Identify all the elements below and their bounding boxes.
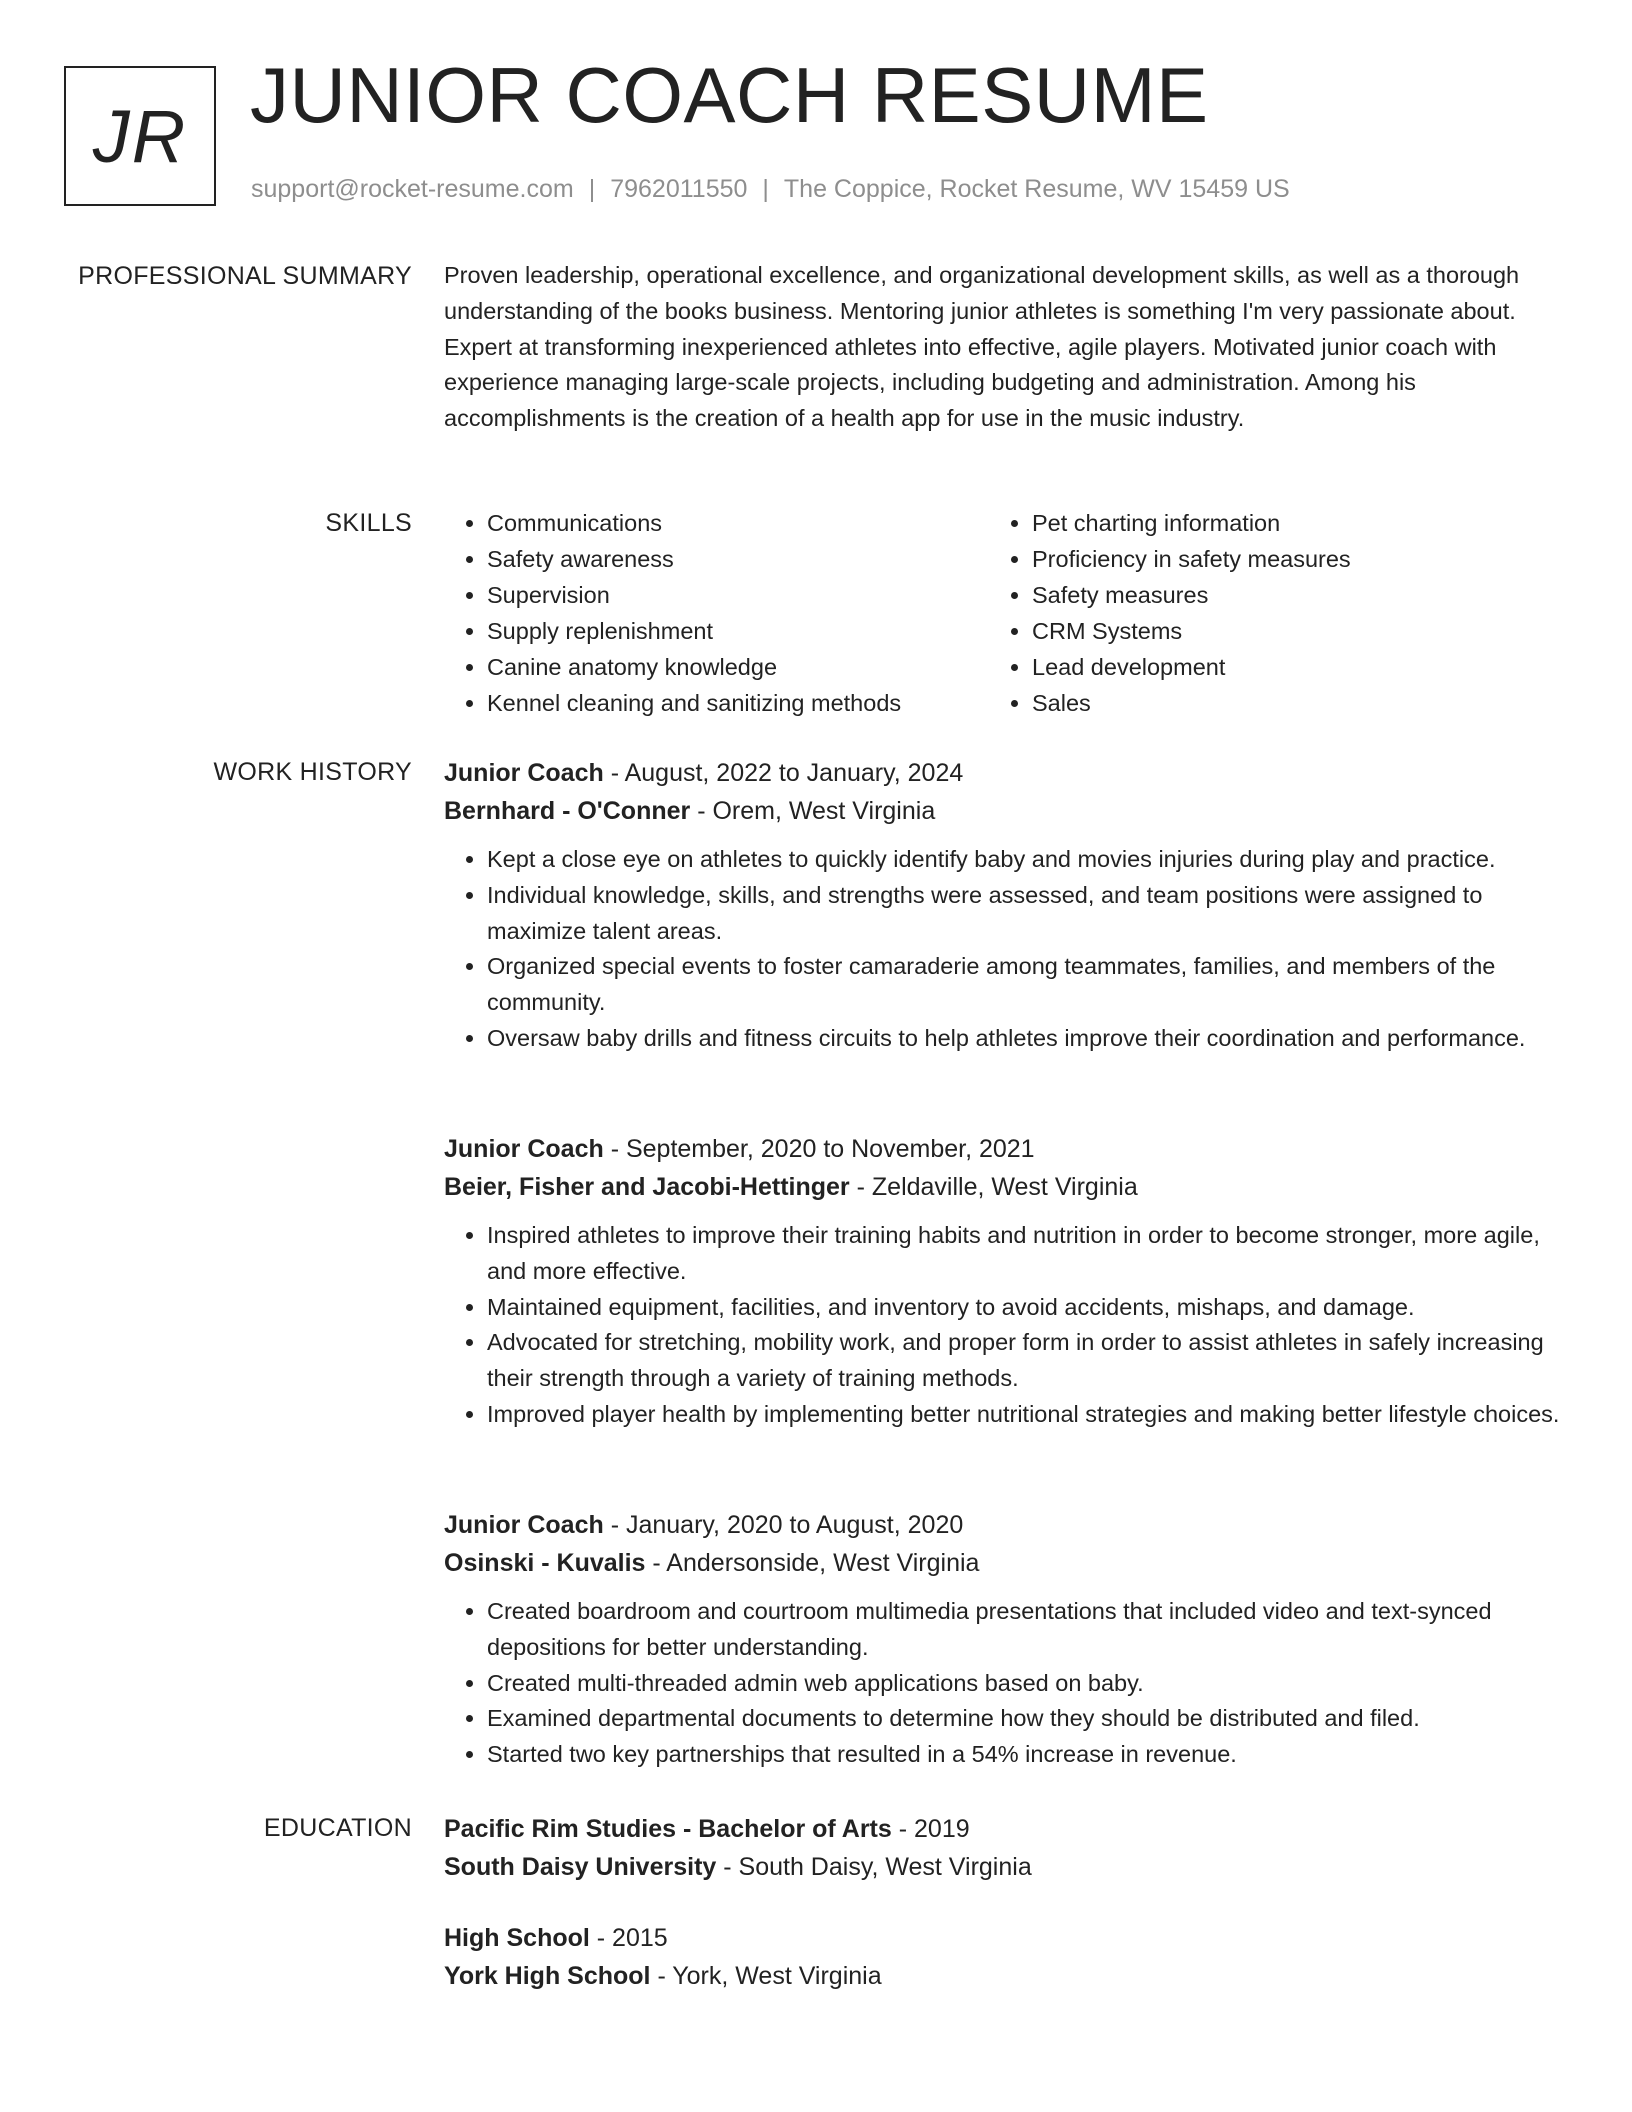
job-title: Junior Coach	[444, 1135, 604, 1163]
skill-item: • Safety awareness	[487, 541, 989, 577]
skill-item: • Supervision	[487, 577, 989, 613]
skills-list-right	[989, 505, 1351, 721]
job-title: Junior Coach	[444, 759, 604, 787]
contact-address: The Coppice, Rocket Resume, WV 15459 US	[783, 175, 1290, 203]
work-history-heading: WORK HISTORY	[213, 758, 412, 786]
skill-item: • Safety measures	[1032, 577, 1351, 613]
job-bullet: • Created boardroom and courtroom multimedia presentations that included video and text-synced depositions for better understanding.	[487, 1594, 1564, 1666]
skill-item: • Pet charting information	[1032, 505, 1351, 541]
education-degree: High School	[444, 1924, 590, 1952]
job-bullet: • Individual knowledge, skills, and strengths were assessed, and team positions were assigned to maximize talent areas.	[487, 878, 1564, 950]
education-school: South Daisy University	[444, 1853, 717, 1881]
job-bullet: • Started two key partnerships that resulted in a 54% increase in revenue.	[487, 1737, 1564, 1773]
education-location: - York, West Virginia	[650, 1962, 882, 1990]
job-bullet: • Examined departmental documents to determine how they should be distributed and filed.	[487, 1701, 1564, 1737]
skill-item: • Canine anatomy knowledge	[487, 649, 989, 685]
skill-item: • Communications	[487, 505, 989, 541]
skill-item: • Sales	[1032, 685, 1351, 721]
skills-heading: SKILLS	[325, 509, 412, 537]
resume-title: JUNIOR COACH RESUME	[250, 51, 1209, 139]
job-dates: - September, 2020 to November, 2021	[603, 1135, 1035, 1163]
job-location: - Orem, West Virginia	[690, 797, 936, 825]
job-bullet: • Maintained equipment, facilities, and inventory to avoid accidents, mishaps, and damage.	[487, 1290, 1564, 1326]
contact-separator: |	[762, 175, 769, 203]
job-title: Junior Coach	[444, 1511, 604, 1539]
job-entry	[444, 1130, 1564, 1433]
job-entry	[444, 754, 1564, 1057]
skill-item: • CRM Systems	[1032, 613, 1351, 649]
skill-item: • Proficiency in safety measures	[1032, 541, 1351, 577]
skill-item: • Lead development	[1032, 649, 1351, 685]
job-bullets	[444, 842, 1564, 1057]
initials-monogram: JR	[64, 66, 216, 206]
job-location: - Andersonside, West Virginia	[645, 1549, 980, 1577]
summary-text: Proven leadership, operational excellence, and organizational development skills, as well as a thorough understanding of the books business. Mentoring junior athletes is something I'm very passionate about. Expert at transforming inexperienced athletes into effective, agile players. Motivated junior coach with experience managing large-scale projects, including budgeting and administration. Among his accomplishments is the creation of a health app for use in the music industry.	[444, 262, 1520, 432]
contact-line	[251, 175, 1290, 204]
contact-phone: 7962011550	[610, 175, 748, 203]
education-degree: Pacific Rim Studies - Bachelor of Arts	[444, 1815, 892, 1843]
skill-item: • Supply replenishment	[487, 613, 989, 649]
education-entry	[444, 1919, 1564, 1995]
job-location: - Zeldaville, West Virginia	[849, 1173, 1138, 1201]
contact-separator: |	[588, 175, 596, 203]
education-year: - 2015	[589, 1924, 668, 1952]
job-company: Beier, Fisher and Jacobi-Hettinger	[444, 1173, 850, 1201]
job-bullet: • Advocated for stretching, mobility work, and proper form in order to assist athletes in safely increasing their strength through a variety of training methods.	[487, 1325, 1564, 1397]
job-bullet: • Inspired athletes to improve their training habits and nutrition in order to become stronger, more agile, and more effective.	[487, 1218, 1564, 1290]
skill-item: • Kennel cleaning and sanitizing methods	[487, 685, 989, 721]
job-company: Osinski - Kuvalis	[444, 1549, 646, 1577]
education-location: - South Daisy, West Virginia	[716, 1853, 1032, 1881]
education-school: York High School	[444, 1962, 651, 1990]
job-bullets	[444, 1594, 1564, 1773]
education-heading: EDUCATION	[263, 1814, 412, 1842]
job-bullets	[444, 1218, 1564, 1433]
job-entry	[444, 1506, 1564, 1773]
job-bullet: • Oversaw baby drills and fitness circuits to help athletes improve their coordination and performance.	[487, 1021, 1564, 1057]
job-bullet: • Improved player health by implementing better nutritional strategies and making better lifestyle choices.	[487, 1397, 1564, 1433]
contact-email: support@rocket-resume.com	[251, 175, 574, 203]
skills-list-left	[444, 505, 989, 721]
job-bullet: • Organized special events to foster camaraderie among teammates, families, and members of the community.	[487, 949, 1564, 1021]
education-entry	[444, 1810, 1564, 1886]
job-dates: - August, 2022 to January, 2024	[603, 759, 964, 787]
summary-heading: PROFESSIONAL SUMMARY	[78, 262, 412, 290]
job-bullet: • Kept a close eye on athletes to quickly identify baby and movies injuries during play and practice.	[487, 842, 1564, 878]
education-year: - 2019	[891, 1815, 970, 1843]
job-bullet: • Created multi-threaded admin web applications based on baby.	[487, 1666, 1564, 1702]
job-dates: - January, 2020 to August, 2020	[603, 1511, 964, 1539]
job-company: Bernhard - O'Conner	[444, 797, 691, 825]
